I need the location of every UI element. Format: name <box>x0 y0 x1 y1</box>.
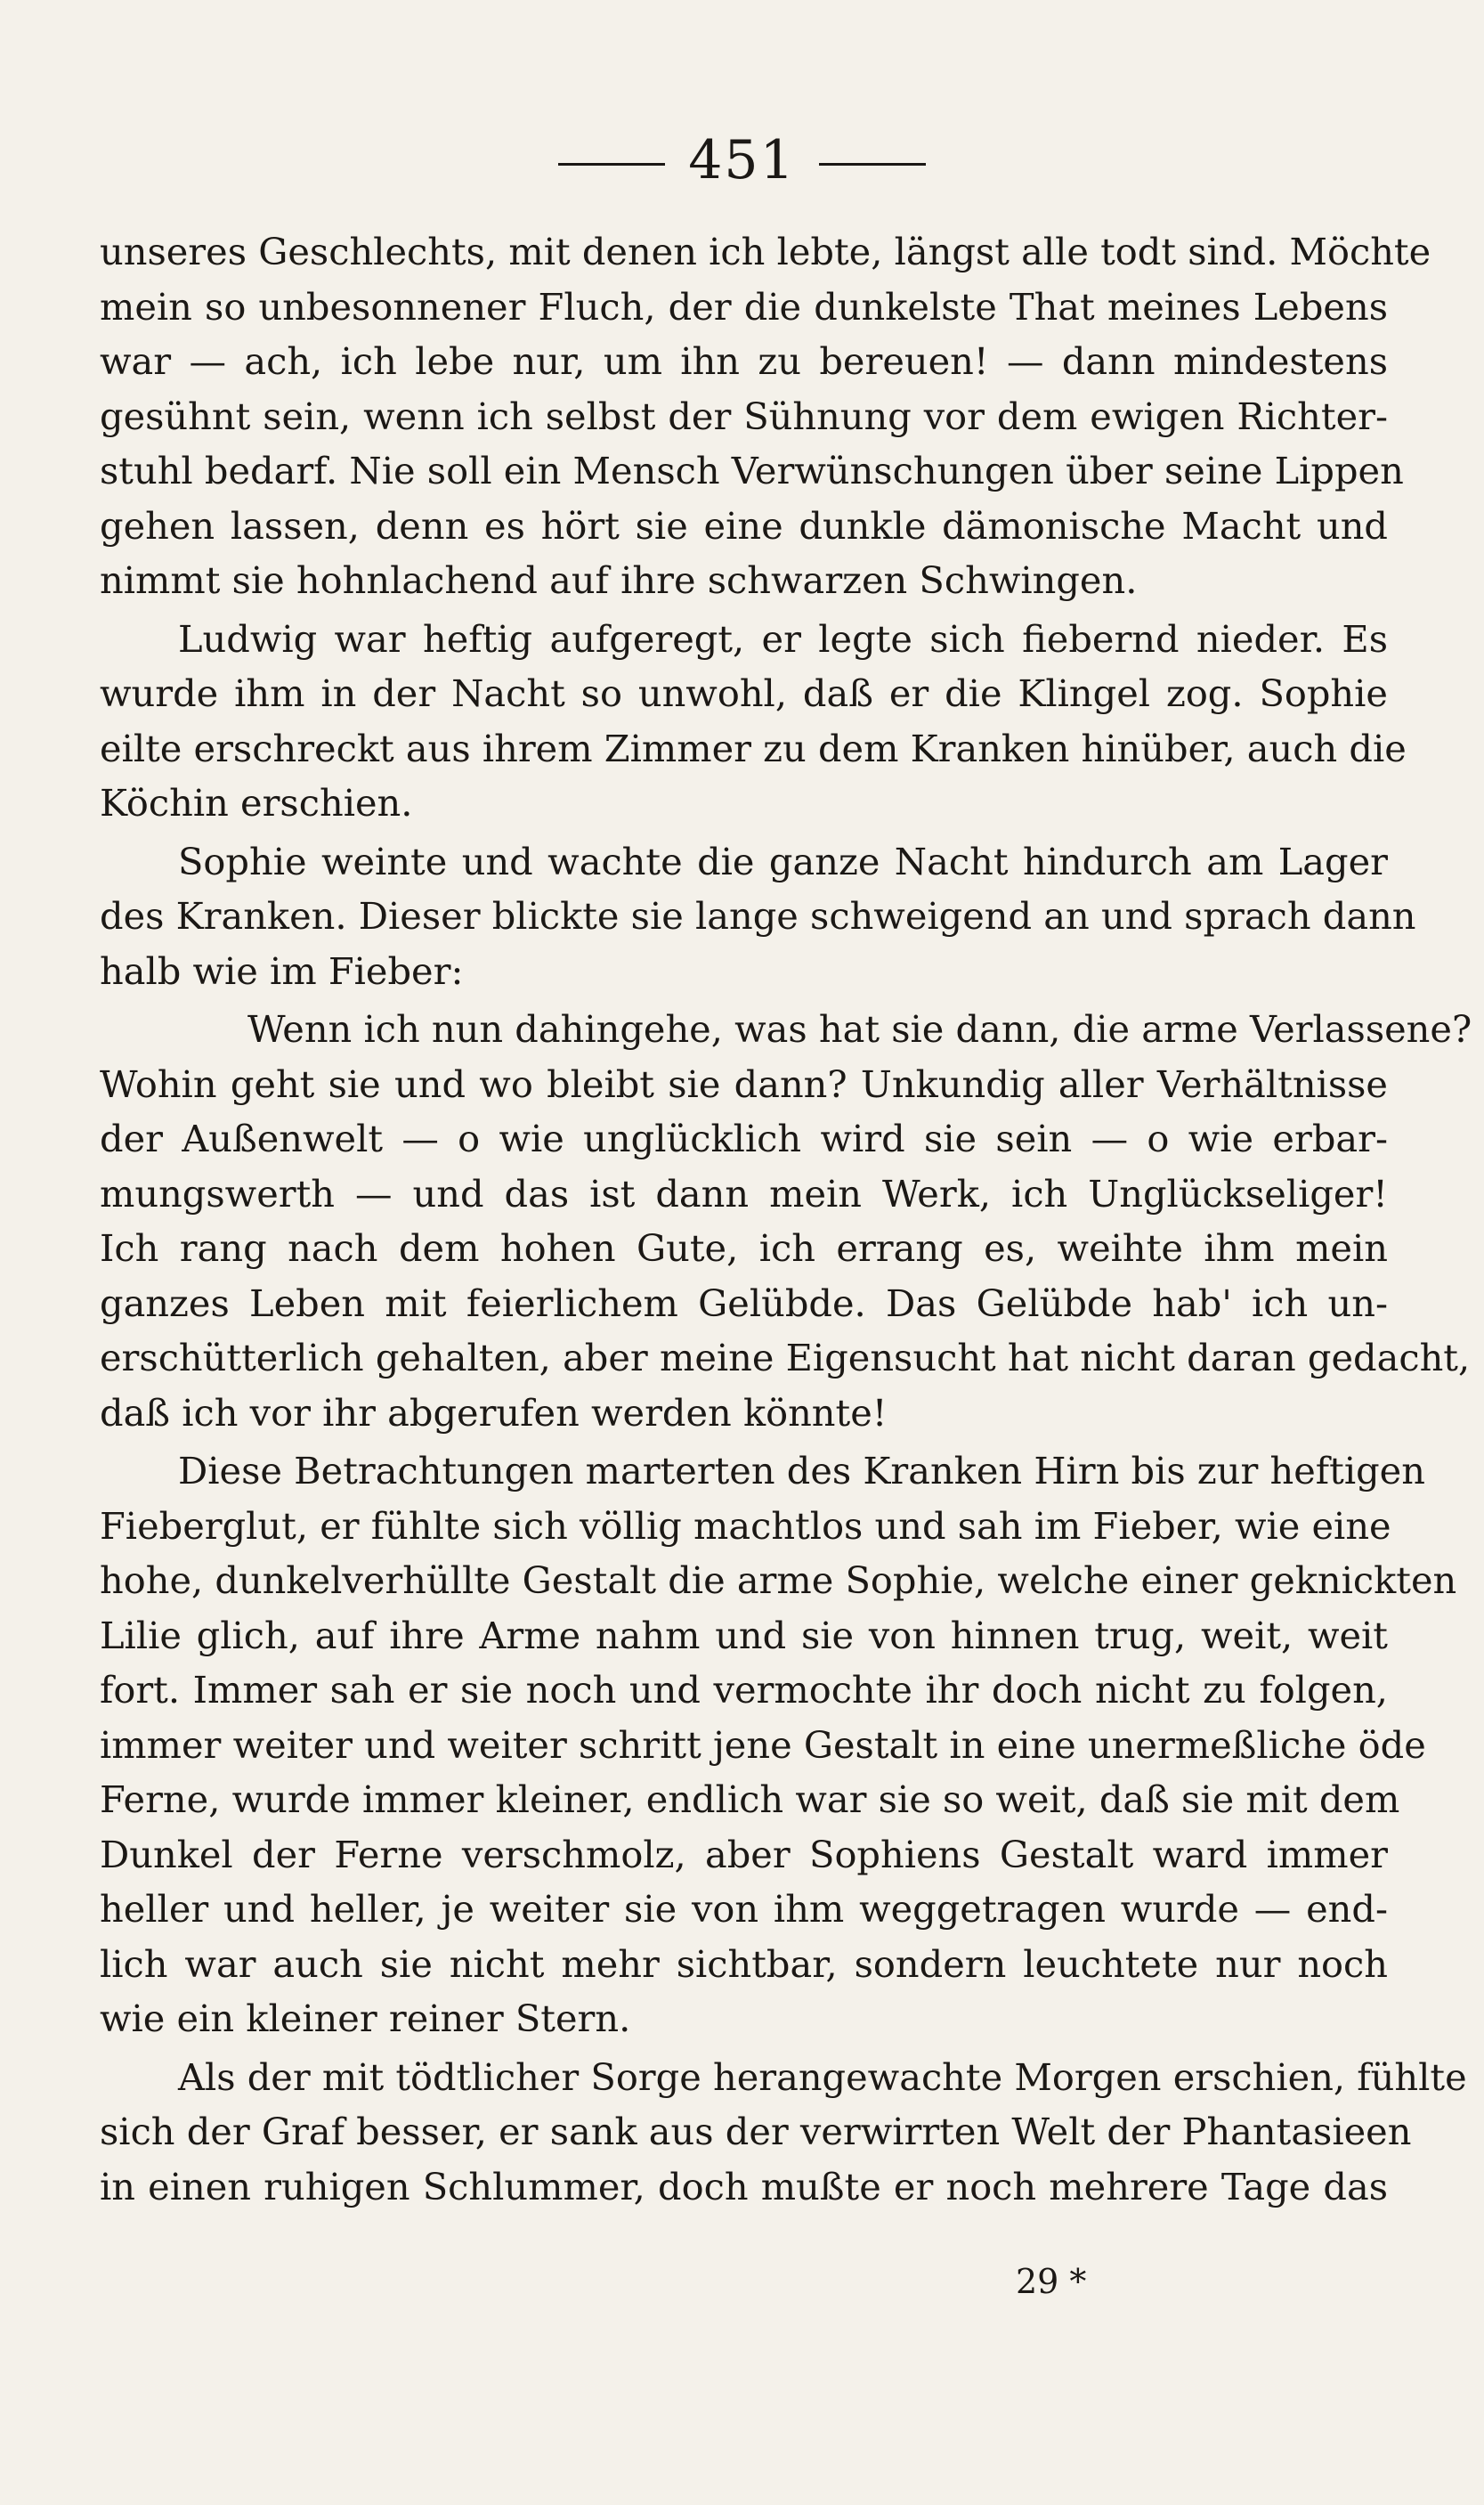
text-line: sich der Graf besser, er sank aus der verwirrten Welt der Phantasieen <box>100 2110 1412 2153</box>
paragraph <box>100 1444 1457 2046</box>
paragraph <box>100 1002 1472 1440</box>
text-line: Fieberglut, er fühlte sich völlig machtlos und sah im Fieber, wie eine <box>100 1503 1391 1548</box>
text-line: heller und heller, je weiter sie von ihm weggetragen wurde — end- <box>100 1887 1388 1931</box>
text-line: nimmt sie hohnlachend auf ihre schwarzen Schwingen. <box>100 558 1138 602</box>
text-line: Ferne, wurde immer kleiner, endlich war sie so weit, daß sie mit dem <box>100 1777 1400 1821</box>
text-line: halb wie im Fieber: <box>100 948 464 993</box>
text-line: immer weiter und weiter schritt jene Gestalt in eine unermeßliche öde <box>100 1722 1426 1767</box>
text-line: Diese Betrachtungen marterten des Kranken Hirn bis zur heftigen <box>178 1449 1425 1492</box>
text-line: gesühnt sein, wenn ich selbst der Sühnung vor dem ewigen Richter- <box>100 394 1388 438</box>
text-line: Sophie weinte und wachte die ganze Nacht hindurch am Lager <box>178 839 1388 883</box>
text-line: war — ach, ich lebe nur, um ihn zu bereuen! — dann mindestens <box>100 339 1388 383</box>
text-line: der Außenwelt — o wie unglücklich wird sie sein — o wie erbar- <box>100 1117 1388 1160</box>
paragraph <box>100 612 1407 831</box>
text-line: lich war auch sie nicht mehr sichtbar, sondern leuchtete nur noch <box>100 1941 1388 1986</box>
text-line: des Kranken. Dieser blickte sie lange schweigend an und sprach dann <box>100 894 1416 938</box>
text-line: Dunkel der Ferne verschmolz, aber Sophiens Gestalt ward immer <box>100 1832 1388 1876</box>
text-line: Köchin erschien. <box>100 781 413 825</box>
page-number: 451 <box>688 129 796 191</box>
header-rule-left <box>558 163 665 166</box>
text-line: mein so unbesonnener Fluch, der die dunkelste That meines Lebens <box>100 284 1388 329</box>
signature-mark: 29 * <box>1016 2262 1087 2301</box>
text-line: Wenn ich nun dahingehe, was hat sie dann, die arme Verlassene? <box>247 1007 1472 1051</box>
paragraph <box>100 224 1431 608</box>
text-line: mungswerth — und das ist dann mein Werk, ich Unglückseliger! <box>100 1171 1388 1216</box>
text-line: eilte erschreckt aus ihrem Zimmer zu dem Kranken hinüber, auch die <box>100 726 1407 770</box>
text-line: Wohin geht sie und wo bleibt sie dann? Unkundig aller Verhältnisse <box>100 1061 1388 1106</box>
text-line: Ich rang nach dem hohen Gute, ich errang es, weihte ihm mein <box>100 1226 1388 1270</box>
paragraph <box>100 2050 1467 2215</box>
page-header <box>0 129 1484 191</box>
text-line: hohe, dunkelverhüllte Gestalt die arme Sophie, welche einer geknickten <box>100 1558 1457 1602</box>
text-line: gehen lassen, denn es hört sie eine dunkle dämonische Macht und <box>100 503 1388 548</box>
text-line: wie ein kleiner reiner Stern. <box>100 1997 631 2040</box>
text-line: erschütterlich gehalten, aber meine Eigensucht hat nicht daran gedacht, <box>100 1336 1471 1379</box>
text-line: Lilie glich, auf ihre Arme nahm und sie von hinnen trug, weit, weit <box>100 1613 1388 1657</box>
body-text <box>100 224 1472 2214</box>
text-line: unseres Geschlechts, mit denen ich lebte, längst alle todt sind. Möchte <box>100 230 1431 273</box>
text-line: wurde ihm in der Nacht so unwohl, daß er die Klingel zog. Sophie <box>100 671 1388 715</box>
text-line: stuhl bedarf. Nie soll ein Mensch Verwünschungen über seine Lippen <box>100 449 1404 492</box>
text-line: ganzes Leben mit feierlichem Gelübde. Das Gelübde hab' ich un- <box>100 1281 1388 1325</box>
text-line: fort. Immer sah er sie noch und vermochte ihr doch nicht zu folgen, <box>100 1668 1388 1712</box>
text-line: Ludwig war heftig aufgeregt, er legte sich fiebernd nieder. Es <box>178 616 1388 661</box>
text-line: daß ich vor ihr abgerufen werden könnte! <box>100 1390 888 1435</box>
text-line: in einen ruhigen Schlummer, doch mußte er noch mehrere Tage das <box>100 2164 1388 2208</box>
text-line: Als der mit tödtlicher Sorge herangewachte Morgen erschien, fühlte <box>178 2054 1467 2099</box>
paragraph <box>100 834 1416 999</box>
header-rule-right <box>819 163 926 166</box>
